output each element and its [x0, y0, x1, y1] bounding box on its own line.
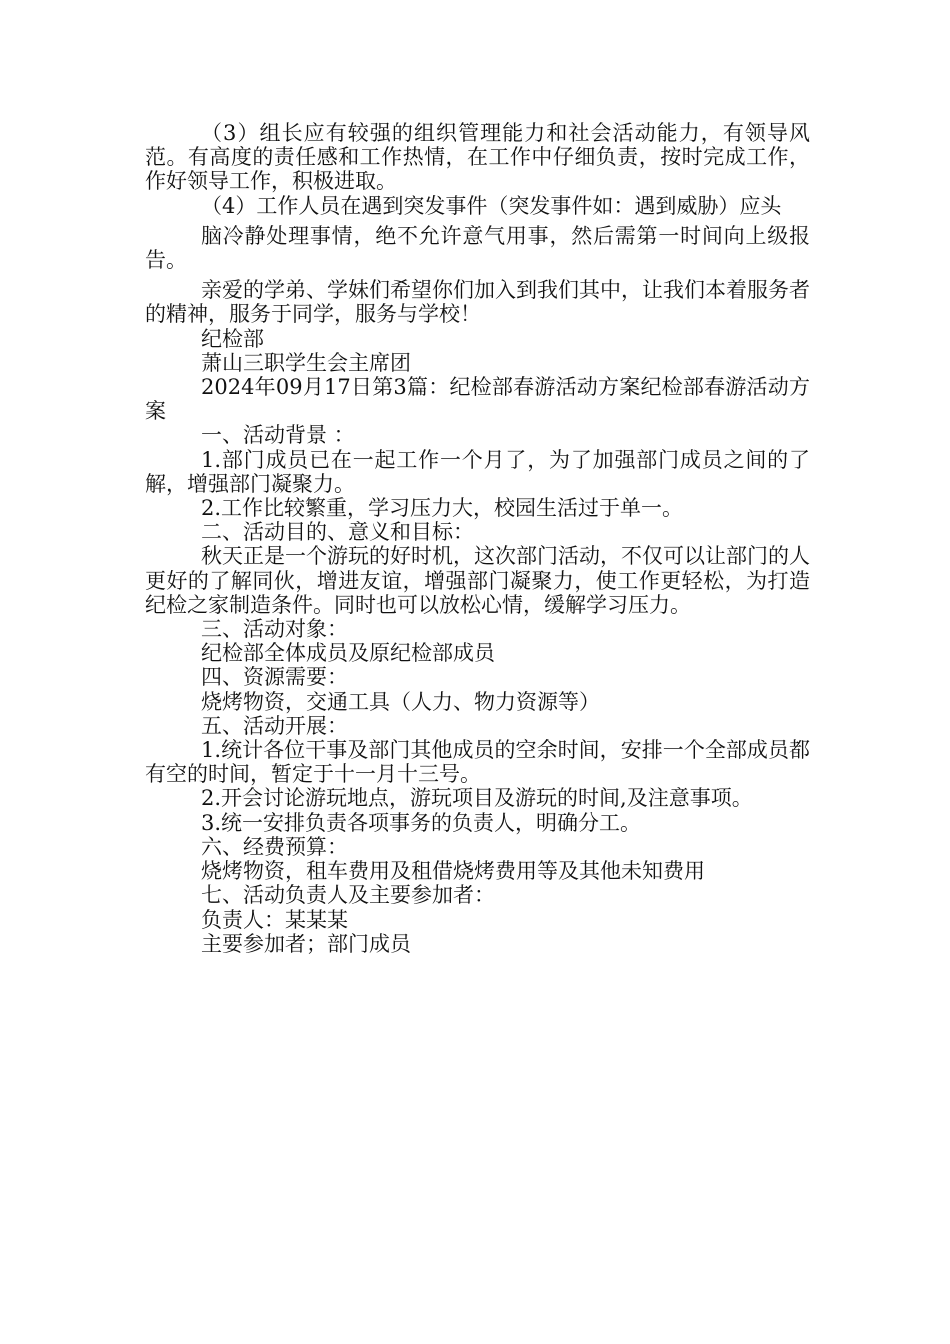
section-heading-background: 一、活动背景 ：	[201, 423, 355, 448]
process-item-3: 3.统一安排负责各项事务的负责人，明确分工。	[201, 810, 642, 835]
people-participants: 主要参加者；部门成员	[201, 931, 411, 956]
purpose-text: 秋天正是一个游玩的好时机，这次部门活动，不仅可以让部门的人更好的了解同伙，增进友谊，增强部门凝聚力，使工作更轻松，为打造纪检之家制造条件。同时也可以放松心情，缓解学习压力。	[145, 544, 810, 617]
background-item-1: 1.部门成员已在一起工作一个月了，为了加强部门成员之间的了解，增强部门凝聚力。	[145, 447, 810, 496]
paragraph-emergency: （4）工作人员在遇到突发事件（突发事件如：遇到威胁）应头	[201, 193, 782, 218]
signature-organization: 萧山三职学生会主席团	[201, 350, 411, 375]
budget-text: 烧烤物资，租车费用及租借烧烤费用等及其他未知费用	[201, 859, 705, 884]
section-heading-process: 五、活动开展：	[201, 713, 348, 738]
paragraph-invitation: 亲爱的学弟、学妹们希望你们加入到我们其中，让我们本着服务者的精神，服务于同学，服务与学校！	[145, 278, 810, 327]
signature-department: 纪检部	[201, 326, 264, 351]
section-heading-purpose: 二、活动目的、意义和目标：	[201, 520, 474, 545]
section-heading-resources: 四、资源需要：	[201, 665, 348, 690]
target-text: 纪检部全体成员及原纪检部成员	[201, 641, 495, 666]
process-item-2: 2.开会讨论游玩地点，游玩项目及游玩的时间,及注意事项。	[201, 786, 753, 811]
process-item-1: 1.统计各位干事及部门其他成员的空余时间，安排一个全部成员都有空的时间，暂定于十一月十三号。	[145, 738, 810, 787]
section-heading-budget: 六、经费预算：	[201, 834, 348, 859]
resources-text: 烧烤物资，交通工具（人力、物力资源等）	[201, 689, 600, 714]
paragraph-leader-requirements: （3）组长应有较强的组织管理能力和社会活动能力，有领导风范。有高度的责任感和工作热情，在工作中仔细负责，按时完成工作，作好领导工作，积极进取。	[145, 121, 810, 194]
people-leader: 负责人：某某某	[201, 907, 348, 932]
section-heading-people: 七、活动负责人及主要参加者：	[201, 883, 495, 908]
document-body	[145, 121, 810, 956]
article-heading: 2024年09月17日第3篇：纪检部春游活动方案纪检部春游活动方案	[145, 375, 810, 424]
background-item-2: 2.工作比较繁重，学习压力大，校园生活过于单一。	[201, 496, 684, 521]
section-heading-target: 三、活动对象：	[201, 617, 348, 642]
paragraph-emergency-cont: 脑冷静处理事情，绝不允许意气用事，然后需第一时间向上级报告。	[145, 223, 810, 273]
